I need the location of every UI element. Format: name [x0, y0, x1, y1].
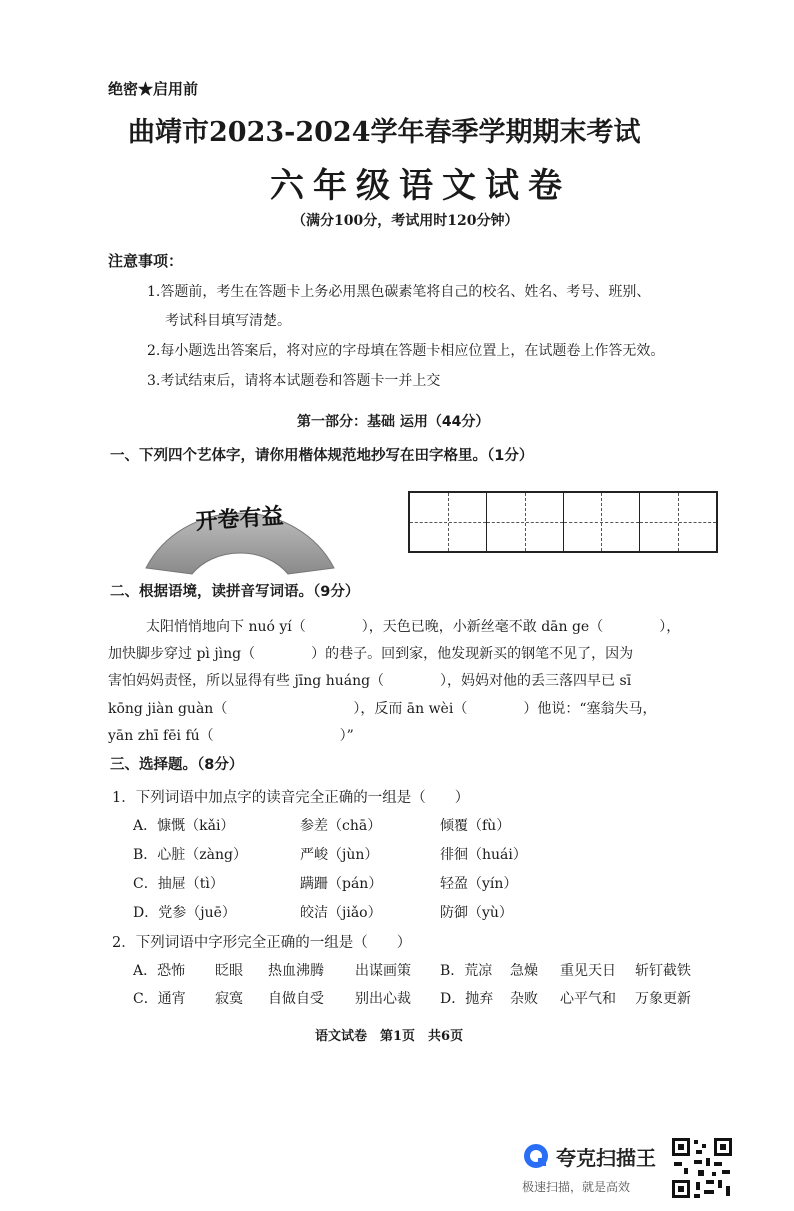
- fan-calligraphy-text: 开卷有益: [194, 502, 285, 536]
- grid-cell[interactable]: [410, 493, 487, 551]
- grid-cell[interactable]: [640, 493, 716, 551]
- q3-sub2-row2-item: 心平气和: [560, 991, 616, 1007]
- subject-title: 六年级语文试卷: [270, 166, 571, 206]
- option-b-word-3: 徘徊（huái）: [440, 847, 527, 863]
- notes-heading: 注意事项：: [108, 252, 184, 270]
- q3-sub2-row1-item: 重见天日: [560, 963, 616, 979]
- q1-heading: 一、下列四个艺体字，请你用楷体规范地抄写在田字格里。（1分）: [110, 448, 534, 464]
- q3-sub2-stem: 2．下列词语中字形完全正确的一组是（ ）: [112, 935, 412, 951]
- grid-cell[interactable]: [564, 493, 641, 551]
- scanner-brand-icon: [522, 1142, 550, 1170]
- notes-item-1-cont: 考试科目填写清楚。: [165, 313, 291, 329]
- scanner-name: 夸克扫描王: [556, 1146, 656, 1170]
- q3-sub2-row2-item: 万象更新: [635, 991, 691, 1007]
- q3-sub2-row1-item: B．荒凉: [440, 963, 493, 979]
- q3-sub2-row1-item: 斩钉截铁: [635, 963, 691, 979]
- option-d-word-1: D．党参（juē）: [133, 905, 236, 921]
- q3-sub2-row1-item: 眨眼: [215, 963, 243, 979]
- option-a-word-1: A．慷慨（kǎi）: [133, 818, 235, 834]
- part1-heading: 第一部分：基础 运用（44分）: [297, 414, 490, 430]
- q2-heading: 二、根据语境，读拼音写词语。（9分）: [110, 584, 360, 600]
- notes-item-3: 3.考试结束后，请将本试题卷和答题卡一并上交: [147, 373, 441, 389]
- q3-heading: 三、选择题。（8分）: [110, 757, 244, 773]
- q3-sub2-row1-item: 热血沸腾: [268, 963, 324, 979]
- q3-sub2-row1-item: 出谋画策: [355, 963, 411, 979]
- q3-sub2-row2-item: 杂败: [510, 991, 538, 1007]
- secret-label: 绝密★启用前: [108, 80, 199, 98]
- exam-title: 曲靖市2023-2024学年春季学期期末考试: [128, 117, 641, 148]
- q3-sub2-row2-item: D．抛弃: [440, 991, 494, 1007]
- q3-sub2-row1-item: A．恐怖: [133, 963, 186, 979]
- q2-line-4: kōng jiàn guàn（ ），反而 ān wèi（ ）他说：“塞翁失马，: [108, 701, 657, 717]
- option-d-word-2: 皎洁（jiǎo）: [300, 905, 382, 921]
- q2-line-1: 太阳悄悄地向下 nuó yí（ ），天色已晚，小新丝毫不敢 dān ge（ ），: [146, 619, 681, 635]
- q2-line-3: 害怕妈妈责怪，所以显得有些 jīng huáng（ ），妈妈对他的丢三落四早已 sī: [108, 673, 632, 689]
- notes-item-2: 2.每小题选出答案后，将对应的字母填在答题卡相应位置上，在试题卷上作答无效。: [147, 343, 665, 359]
- q3-sub2-row2-item: 寂寞: [215, 991, 243, 1007]
- scanner-slogan: 极速扫描，就是高效: [522, 1180, 631, 1194]
- q3-sub2-row1-item: 急燥: [510, 963, 538, 979]
- page-info: 语文试卷 第1页 共6页: [315, 1029, 464, 1044]
- q3-sub2-row2-item: 别出心裁: [355, 991, 411, 1007]
- option-b-word-1: B．心脏（zàng）: [133, 847, 247, 863]
- option-b-word-2: 严峻（jùn）: [300, 847, 379, 863]
- option-c-word-2: 蹒跚（pán）: [300, 876, 383, 892]
- q2-line-5: yān zhī fēi fú（ ）”: [108, 728, 354, 744]
- option-a-word-3: 倾覆（fù）: [440, 818, 511, 834]
- q3-sub2-row2-item: C．通宵: [133, 991, 186, 1007]
- calligraphy-fan-image: [140, 470, 340, 580]
- option-a-word-2: 参差（chā）: [300, 818, 382, 834]
- qr-code-icon: [670, 1136, 734, 1200]
- option-d-word-3: 防御（yù）: [440, 905, 513, 921]
- q3-sub1-stem: 1．下列词语中加点字的读音完全正确的一组是（ ）: [112, 790, 470, 806]
- option-c-word-3: 轻盈（yín）: [440, 876, 518, 892]
- tianzige-grid[interactable]: [408, 491, 718, 553]
- q3-sub2-row2-item: 自做自受: [268, 991, 324, 1007]
- q2-line-2: 加快脚步穿过 pì jìng（ ）的巷子。回到家，他发现新买的钢笔不见了，因为: [108, 646, 634, 662]
- grid-cell[interactable]: [487, 493, 564, 551]
- option-c-word-1: C．抽屉（tì）: [133, 876, 224, 892]
- exam-info: （满分100分，考试用时120分钟）: [292, 213, 519, 229]
- notes-item-1: 1.答题前，考生在答题卡上务必用黑色碳素笔将自己的校名、姓名、考号、班别、: [147, 284, 651, 300]
